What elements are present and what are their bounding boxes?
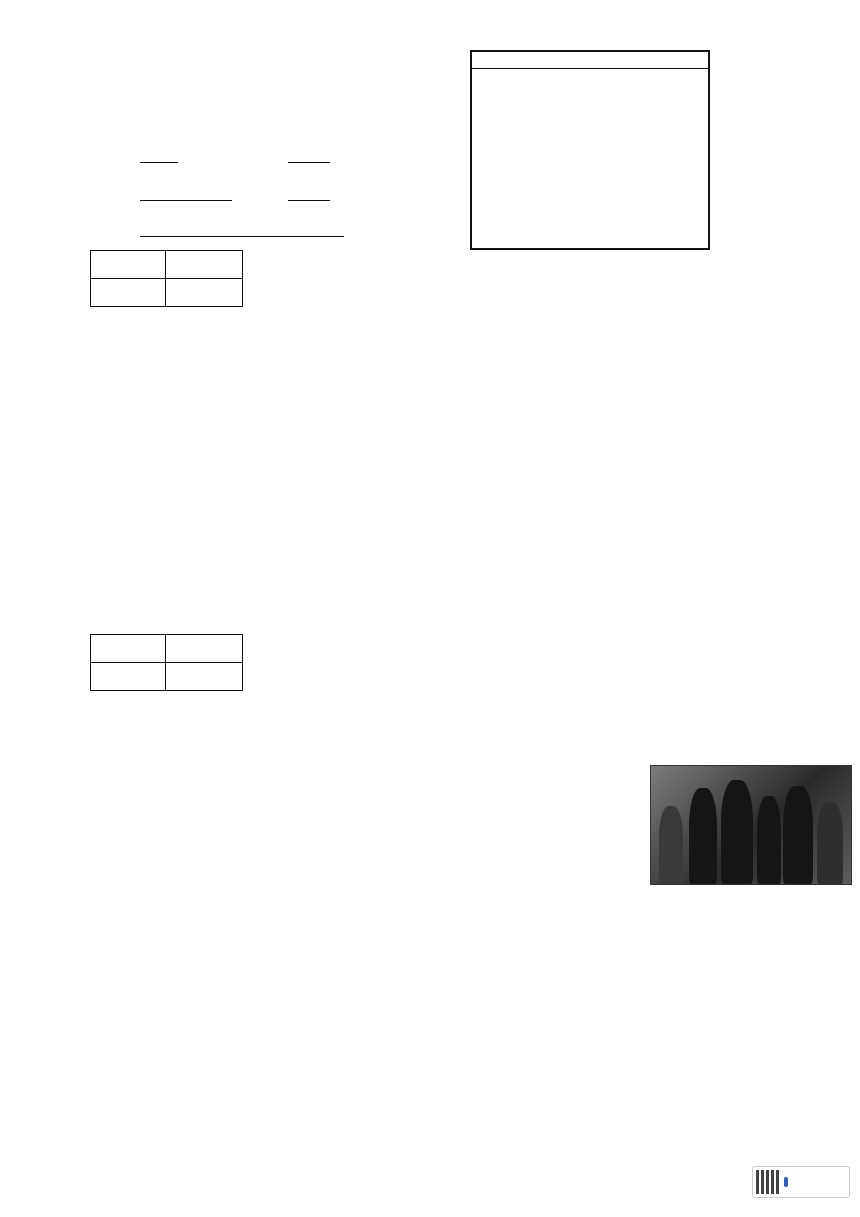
grader-label [166, 635, 243, 663]
seat-field [288, 148, 330, 163]
score-cell[interactable] [91, 279, 166, 307]
mc-question-3 [98, 814, 118, 837]
score-label [91, 635, 166, 663]
cs-logo-icon [784, 1177, 788, 1187]
score-cell[interactable] [91, 663, 166, 691]
grader-label [166, 251, 243, 279]
admission-title [472, 52, 708, 69]
scanner-watermark [752, 1166, 850, 1198]
mc-question-4 [98, 904, 118, 927]
score-table-2 [90, 634, 243, 691]
school-field [140, 222, 344, 237]
score-table-1 [90, 250, 243, 307]
exam-room-field [140, 148, 178, 163]
mc-question-2 [98, 768, 118, 791]
grader-cell[interactable] [166, 663, 243, 691]
admission-digit-grid [472, 69, 708, 89]
admission-number-box [470, 50, 710, 250]
qr-code-icon [756, 1170, 780, 1194]
oil-painting-image [650, 765, 852, 885]
mc-question-1 [98, 699, 118, 722]
mc-question-5 [98, 950, 118, 973]
name-field [140, 186, 232, 201]
grader-cell[interactable] [166, 279, 243, 307]
score-label [91, 251, 166, 279]
class-field [288, 186, 330, 201]
